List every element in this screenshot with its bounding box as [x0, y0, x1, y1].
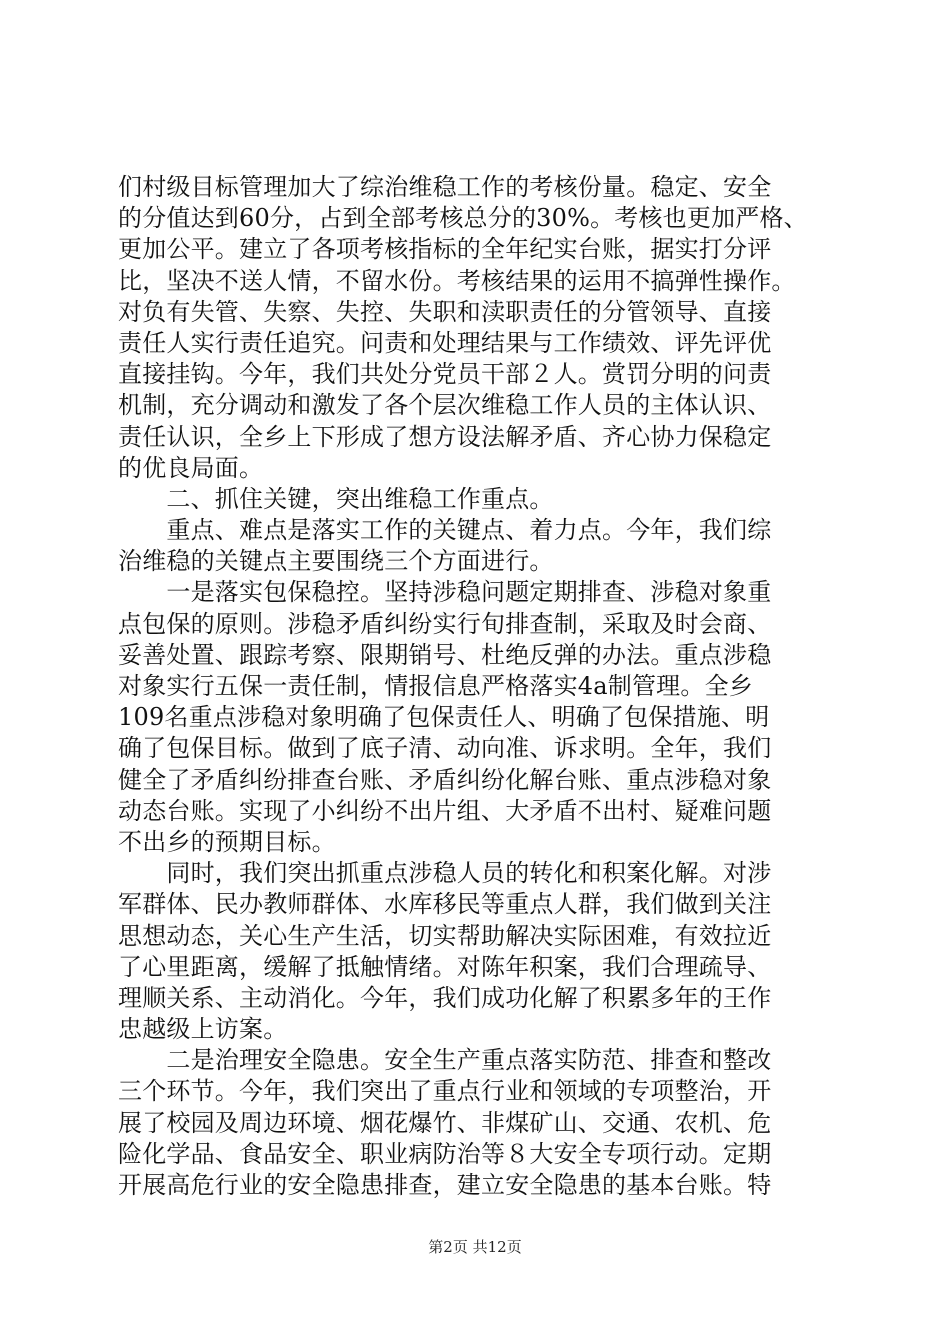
text-line: 109名重点涉稳对象明确了包保责任人、明确了包保措施、明	[118, 703, 770, 732]
text-line: 比，坚决不送人情，不留水份。考核结果的运用不搞弹性操作。	[118, 266, 796, 295]
text-line: 责任人实行责任追究。问责和处理结果与工作绩效、评先评优	[118, 328, 772, 357]
text-line: 点包保的原则。涉稳矛盾纠纷实行旬排查制，采取及时会商、	[118, 609, 772, 638]
text-line: 们村级目标管理加大了综治维稳工作的考核份量。稳定、安全	[118, 173, 772, 201]
text-line: 军群体、民办教师群体、水库移民等重点人群，我们做到关注	[118, 890, 772, 919]
text-line: 展了校园及周边环境、烟花爆竹、非煤矿山、交通、农机、危	[118, 1108, 772, 1137]
text-line: 的分值达到60分，占到全部考核总分的30%。考核也更加严格、	[118, 204, 808, 233]
text-line: 险化学品、食品安全、职业病防治等８大安全专项行动。定期	[118, 1139, 772, 1168]
text-line: 动态台账。实现了小纠纷不出片组、大矛盾不出村、疑难问题	[118, 796, 772, 825]
text-line: 妥善处置、跟踪考察、限期销号、杜绝反弹的办法。重点涉稳	[118, 640, 772, 669]
text-line: 思想动态，关心生产生活，切实帮助解决实际困难，有效拉近	[118, 921, 772, 950]
text-line: 同时，我们突出抓重点涉稳人员的转化和积案化解。对涉	[118, 859, 772, 888]
text-line: 责任认识，全乡上下形成了想方设法解矛盾、齐心协力保稳定	[118, 422, 772, 451]
text-line: 一是落实包保稳控。坚持涉稳问题定期排查、涉稳对象重	[118, 578, 772, 607]
text-line: 机制，充分调动和激发了各个层次维稳工作人员的主体认识、	[118, 391, 772, 420]
text-line: 不出乡的预期目标。	[118, 827, 336, 856]
text-line: 直接挂钩。今年，我们共处分党员干部２人。赏罚分明的问责	[118, 360, 772, 389]
section-heading: 二、抓住关键，突出维稳工作重点。	[118, 484, 554, 513]
text-line: 开展高危行业的安全隐患排查，建立安全隐患的基本台账。特	[118, 1171, 772, 1199]
text-line: 治维稳的关键点主要围绕三个方面进行。	[118, 547, 554, 576]
text-line: 忠越级上访案。	[118, 1015, 288, 1044]
document-body	[118, 172, 833, 1201]
text-line: 二是治理安全隐患。安全生产重点落实防范、排查和整改	[118, 1046, 772, 1075]
text-line: 确了包保目标。做到了底子清、动向准、诉求明。全年，我们	[118, 734, 772, 763]
page-number-footer: 第2页 共12页	[428, 1238, 522, 1256]
text-line: 对象实行五保一责任制，情报信息严格落实4a制管理。全乡	[118, 672, 753, 700]
text-line: 了心里距离，缓解了抵触情绪。对陈年积案，我们合理疏导、	[118, 952, 772, 981]
text-line: 更加公平。建立了各项考核指标的全年纪实台账，据实打分评	[118, 235, 772, 264]
text-line: 对负有失管、失察、失控、失职和渎职责任的分管领导、直接	[118, 297, 772, 326]
text-line: 的优良局面。	[118, 453, 264, 482]
text-line: 健全了矛盾纠纷排查台账、矛盾纠纷化解台账、重点涉稳对象	[118, 765, 772, 794]
text-line: 重点、难点是落实工作的关键点、着力点。今年，我们综	[118, 516, 772, 545]
text-line: 理顺关系、主动消化。今年，我们成功化解了积累多年的王作	[118, 983, 772, 1012]
text-line: 三个环节。今年，我们突出了重点行业和领域的专项整治，开	[118, 1077, 772, 1106]
